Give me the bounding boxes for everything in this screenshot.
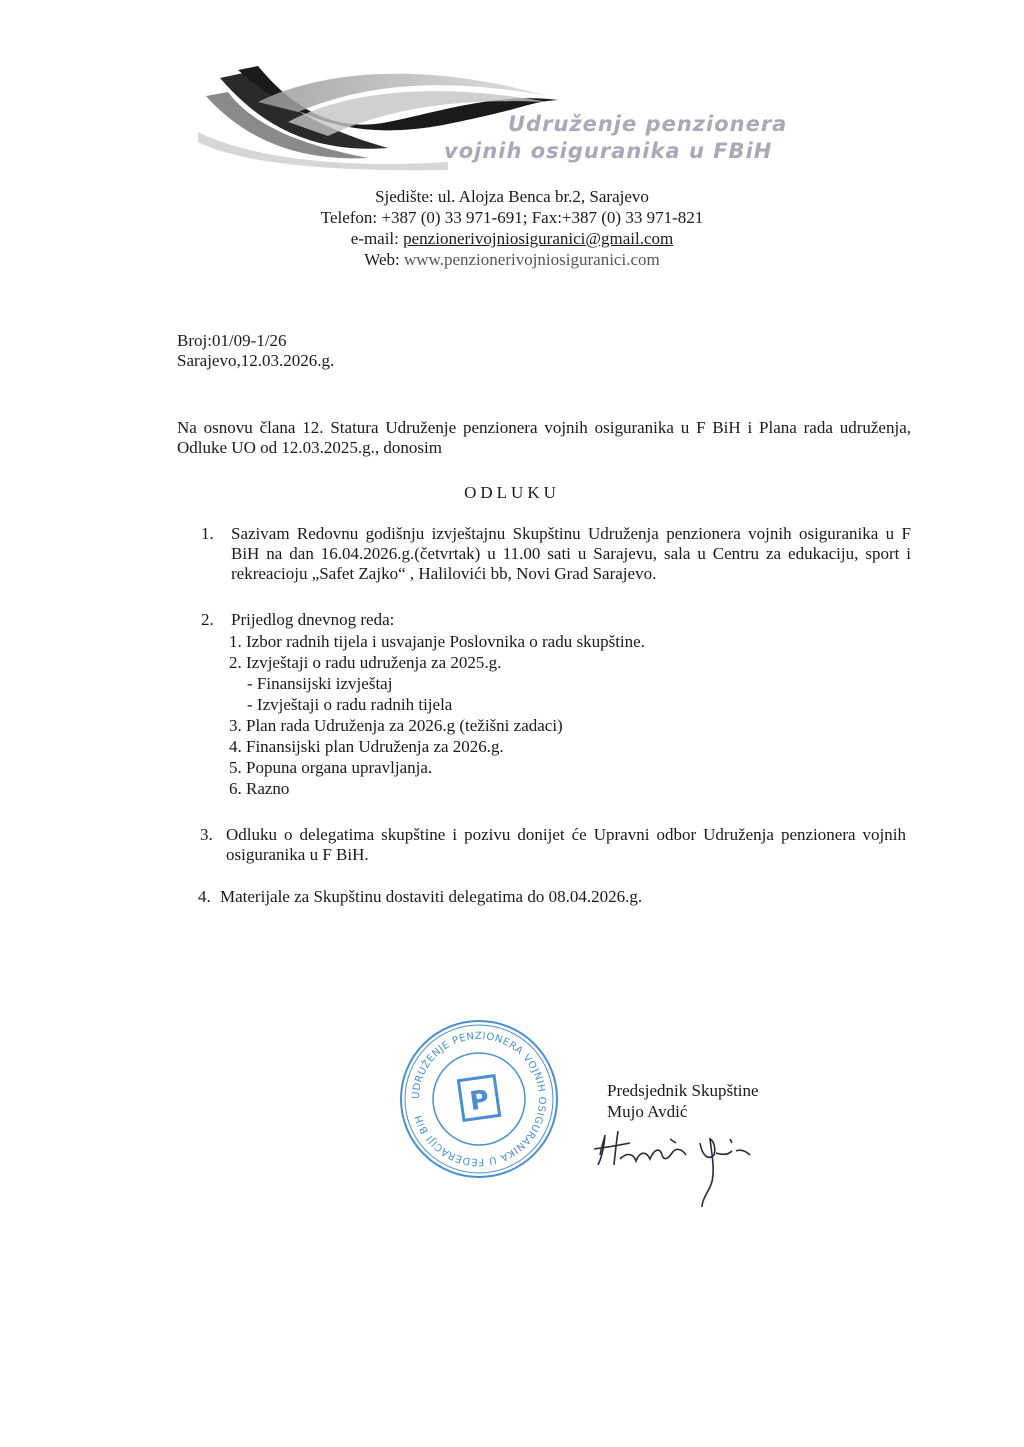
address-line: Sjedište: ul. Alojza Benca br.2, Sarajevo: [375, 187, 649, 206]
item-text: Odluku o delegatima skupštine i pozivu donijet će Upravni odbor Udruženja penzionera vojnih osiguranika u F BiH.: [226, 825, 906, 864]
official-stamp: [398, 1018, 560, 1180]
email-label: e-mail:: [350, 229, 404, 248]
agenda-item: 4. Finansijski plan Udruženja za 2026.g.: [229, 737, 504, 756]
item-number: 2.: [201, 610, 214, 629]
email-line: [0, 228, 1024, 249]
document-number: Broj:01/09-1/26: [177, 331, 287, 350]
decision-heading: ODLUKU: [464, 483, 560, 502]
decision-item-2: [201, 610, 911, 630]
contact-block: [0, 186, 1024, 270]
association-logo: [198, 62, 838, 172]
agenda-item: 3. Plan rada Udruženja za 2026.g (težišni zadaci): [229, 716, 563, 735]
agenda-item: 6. Razno: [229, 779, 290, 798]
signatory-title: Predsjednik Skupštine: [607, 1081, 759, 1100]
agenda-item: 1. Izbor radnih tijela i usvajanje Poslovnika o radu skupštine.: [229, 632, 645, 651]
signatory-name: Mujo Avdić: [607, 1102, 688, 1121]
signature-block: [607, 1080, 759, 1122]
agenda-item: 2. Izvještaji o radu udruženja za 2025.g.: [229, 653, 502, 672]
document-place-date: Sarajevo,12.03.2026.g.: [177, 351, 335, 370]
signature-scribble-icon: [590, 1125, 780, 1210]
item-text: Sazivam Redovnu godišnju izvještajnu Skupštinu Udruženja penzionera vojnih osiguranika u F BiH na dan 16.04.2026.g.(četvrtak) u 11.00 sati u Sarajevu, sala u Centru za edukaciju, sport i rekreacioju „Safet Zajko“ , Halilovići bb, Novi Grad Sarajevo.: [231, 524, 911, 583]
web-label: Web:: [364, 250, 404, 269]
item-text: Materijale za Skupštinu dostaviti delegatima do 08.04.2026.g.: [220, 887, 643, 906]
item-number: 4.: [198, 887, 211, 906]
agenda-item: 5. Popuna organa upravljanja.: [229, 758, 433, 777]
web-line: [0, 249, 1024, 270]
stamp-ring-text: UDRUŽENJE PENZIONERA VOJNIH OSIGURANIKA U FEDERACIJI BiH: [410, 1030, 548, 1168]
document-meta: [177, 331, 334, 371]
item-number: 3.: [200, 825, 213, 844]
stamp-seal-icon: [398, 1018, 560, 1180]
decision-item-4: [198, 887, 900, 907]
decision-item-3: [200, 825, 906, 865]
item-text: Prijedlog dnevnog reda:: [231, 610, 395, 629]
agenda-subitem: - Izvještaji o radu radnih tijela: [247, 695, 453, 714]
stamp-center-letter: P: [467, 1084, 491, 1118]
item-number: 1.: [201, 524, 214, 543]
intro-paragraph: Na osnovu člana 12. Statura Udruženje penzionera vojnih osiguranika u F BiH i Plana rada udruženja, Odluke UO od 12.03.2025.g., donosim: [177, 418, 911, 457]
email-link[interactable]: penzionerivojniosiguranici@gmail.com: [403, 229, 674, 248]
logo-line1: Udruženje penzionera: [508, 112, 788, 136]
web-link[interactable]: www.penzionerivojniosiguranici.com: [403, 250, 660, 269]
phone-line: Telefon: +387 (0) 33 971-691; Fax:+387 (0) 33 971-821: [320, 208, 704, 227]
logo-line2: vojnih osiguranika u FBiH: [444, 139, 773, 163]
agenda-subitem: - Finansijski izvještaj: [247, 674, 393, 693]
decision-item-1: [201, 524, 911, 584]
handwritten-signature: [590, 1125, 780, 1210]
